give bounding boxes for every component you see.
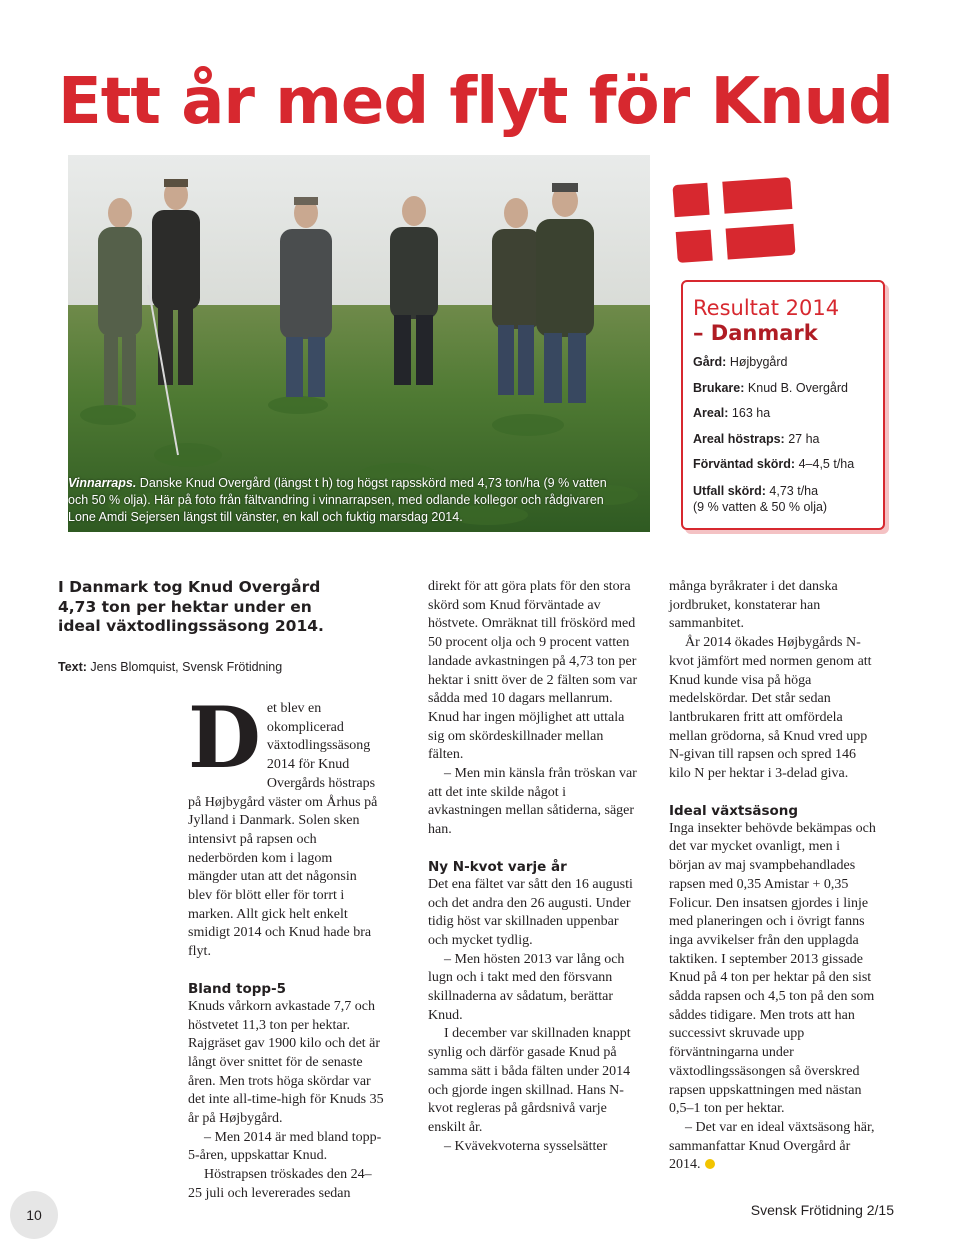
- paragraph: [669, 1119, 879, 1175]
- headline: Ett år med flyt för Knud: [58, 65, 893, 139]
- page-number: 10: [10, 1191, 58, 1239]
- result-row-area: [693, 401, 883, 427]
- result-row-farm: [693, 350, 883, 376]
- result-title: [693, 296, 883, 346]
- result-value: 163 ha: [731, 406, 771, 420]
- result-label: Areal:: [693, 406, 729, 420]
- paragraph: I december var skillnaden knappt synlig och därför gasade Knud på samma sätt i båda fälten under 2014 och gjorde ingen skillnad. Hans N-kvot regleras på gårdsnivå varje enskilt år.: [428, 1026, 631, 1135]
- result-label: Förväntad skörd:: [693, 457, 796, 471]
- end-mark-icon: [705, 1159, 715, 1169]
- result-title-line2: – Danmark: [693, 321, 818, 345]
- photo-caption: [68, 475, 628, 526]
- subheading-n-quota: Ny N-kvot varje år: [428, 858, 567, 875]
- result-row-outcome: [693, 483, 883, 515]
- danish-flag-icon: [668, 172, 800, 268]
- article-intro: et blev en okomplicerad växtodlingssäsong 2014 för Knud Overgårds höstraps på Højbygård väster om Århus på Jylland i Danmark. Solen sken intensivt på rapsen och nederbörden kom i lagom mängder utan att det någonsin blev för blött eller för torrt i marken. Allt gick helt enkelt smidigt 2014 och Knud hade bra flyt.: [188, 701, 378, 960]
- byline-value: Jens Blomquist, Svensk Frötidning: [90, 659, 283, 674]
- paragraph: År 2014 ökades Højbygårds N-kvot jämfört med normen genom att Knud kunde visa på höga medelskördar. Det står sedan lantbrukaren fritt att omfördela mellan grödorna, så Knud vred upp N-givan till rapsen och spred 146 kilo N per hektar i 3-delad giva.: [669, 635, 872, 782]
- result-row-rape-area: [693, 427, 883, 453]
- result-label: Utfall skörd:: [693, 483, 766, 498]
- result-title-line1: Resultat 2014: [693, 296, 840, 320]
- paragraph: – Men 2014 är med bland topp-5-åren, uppskattar Knud.: [188, 1129, 382, 1164]
- photo-caption-lead: Vinnarraps.: [68, 476, 137, 490]
- result-box: [681, 280, 885, 530]
- subheading-top5: Bland topp-5: [188, 980, 287, 997]
- result-label: Brukare:: [693, 380, 745, 395]
- field-photo: [68, 155, 650, 532]
- paragraph: Inga insekter behövde bekämpas och det var mycket ovanligt, men i början av maj svampbehandlades rapsen med 0,35 Amistar + 0,35 Folicur. Den insatsen gjordes i linje med planeringen och i övrigt fanns inga avvikelser från den upplagda taktiken. I september 2013 gissade Knud på 4 ton per hektar på den sist sådda rapsen och 4,5 ton på den som såddes tidigare. Men trots att han successivt skruvade upp förväntningarna under växtodlingssäsongen så överskred rapsen uppskattningen med nästan 0,5–1 ton per hektar.: [669, 820, 876, 1117]
- magazine-issue: Svensk Frötidning 2/15: [750, 1202, 894, 1218]
- result-row-expected: [693, 452, 883, 478]
- photo-caption-text: Danske Knud Overgård (längst t h) tog högst rapsskörd med 4,73 ton/ha (9 % vatten och 50 % olja). Här på foto från fältvandring i vinnarrapsen, med odlande kollegor och rådgivaren Lone Amdi Sejersen längst till vänster, en kall och fuktig marsdag 2014.: [68, 476, 607, 524]
- result-value: 4–4,5 t/ha: [798, 457, 855, 471]
- paragraph: – Men hösten 2013 var lång och lugn och i takt med den försvann skillnaderna av sådatum, berättar Knud.: [428, 951, 625, 1023]
- result-value: 27 ha: [788, 431, 820, 446]
- paragraph: många byråkrater i det danska jordbruket, konstaterar han sammanbitet.: [669, 579, 838, 632]
- result-value: Knud B. Overgård: [747, 380, 848, 395]
- paragraph: Det ena fältet var sått den 16 augusti och det andra den 26 augusti. Under tidig höst var skillnaden uppenbar och mycket tydlig.: [428, 876, 633, 948]
- article-lead: I Danmark tog Knud Overgård 4,73 ton per hektar under en ideal växtodlingssäsong 2014.: [58, 578, 324, 635]
- result-row-farmer: [693, 376, 883, 402]
- byline: [58, 659, 384, 675]
- article-column-2: [428, 578, 638, 1156]
- article-start: [188, 688, 384, 1204]
- result-note: (9 % vatten & 50 % olja): [693, 499, 828, 514]
- byline-label: Text:: [58, 659, 87, 674]
- paragraph: Knuds vårkorn avkastade 7,7 och höstvetet 11,3 ton per hektar. Rajgräset gav 1900 kilo och det är långt över snittet för de senaste åren. Men trots höga skördar var det inte all-time-high för Knuds 35 år på Højbygård.: [188, 998, 384, 1127]
- paragraph: Höstrapsen tröskades den 24–25 juli och levererades sedan: [188, 1167, 372, 1201]
- paragraph: direkt för att göra plats för den stora skörd som Knud förväntade av höstvete. Omräknat till fröskörd med 50 procent olja och 9 procent vatten landade avkastningen på 4,73 ton per hektar i snitt över de 2 fälten som var sådda med 10 dagars mellanrum. Knud har ingen möjlighet att uttala sig om skördeskillnader mellan fälten.: [428, 579, 638, 763]
- article-column-1: [58, 578, 384, 1201]
- result-label: Areal höstraps:: [693, 431, 785, 446]
- paragraph: – Men min känsla från tröskan var att det inte skilde något i avkastningen mellan såtiderna, säger han.: [428, 766, 637, 838]
- closing-text: – Det var en ideal växtsäsong här, sammanfattar Knud Overgård år 2014.: [669, 1119, 875, 1173]
- article-column-3: [669, 578, 879, 1175]
- subheading-ideal-season: Ideal växtsäsong: [669, 802, 799, 819]
- result-value: Højbygård: [729, 355, 788, 369]
- drop-cap: D: [188, 688, 261, 787]
- result-label: Gård:: [693, 355, 727, 369]
- result-value: 4,73 t/ha: [769, 483, 819, 498]
- paragraph: – Kvävekvoterna sysselsätter: [444, 1138, 608, 1154]
